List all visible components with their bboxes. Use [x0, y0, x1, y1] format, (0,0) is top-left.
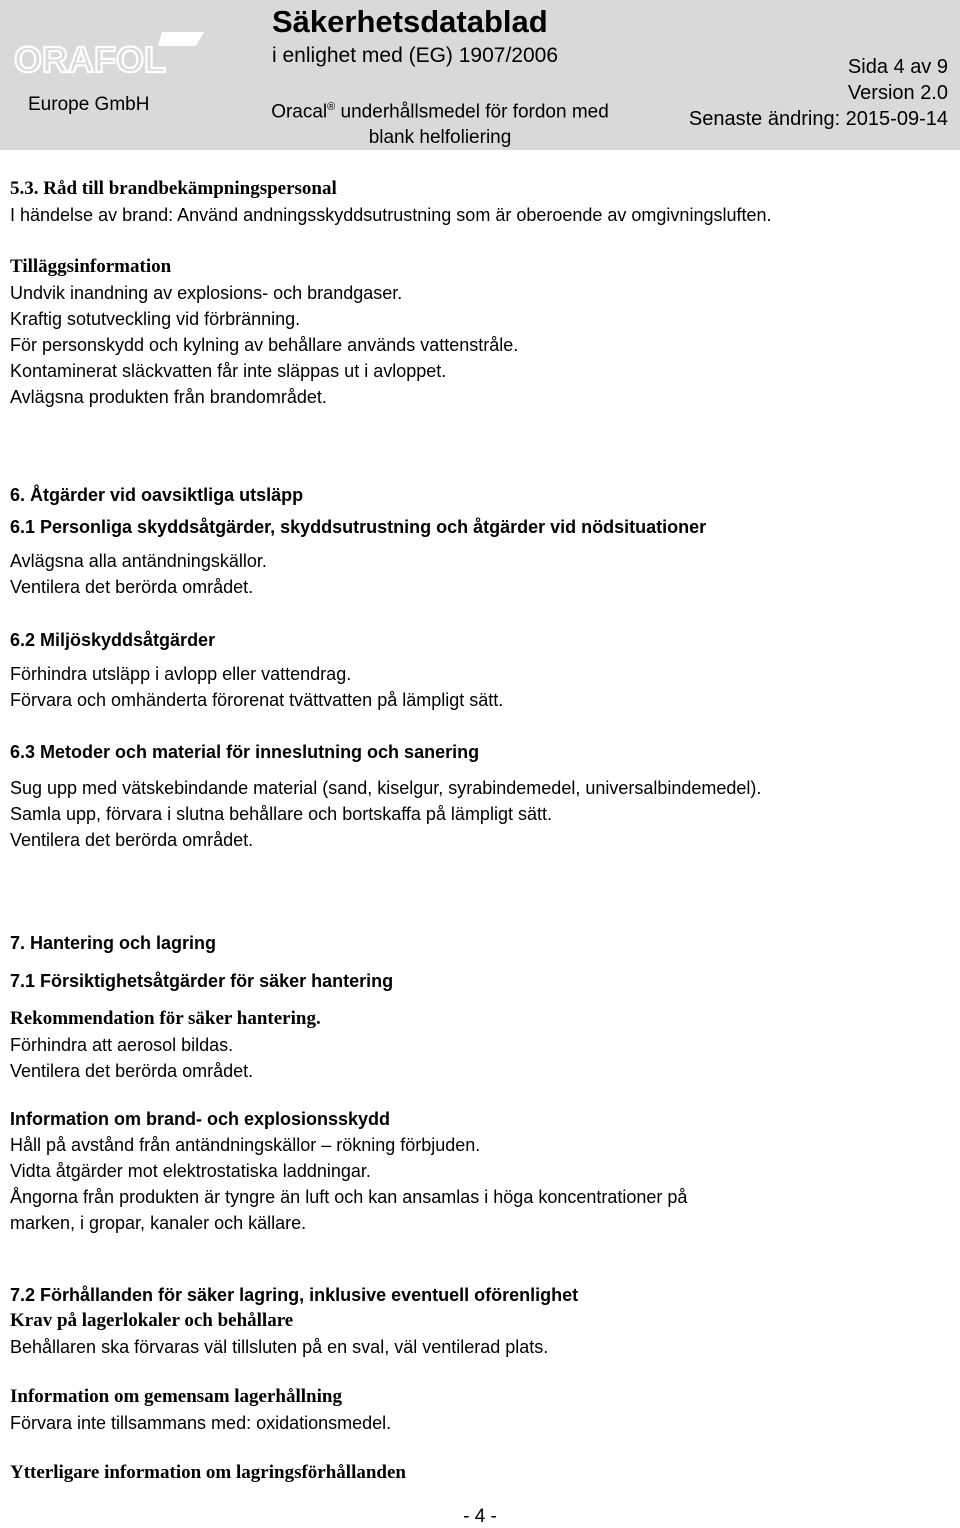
text-line: Förhindra utsläpp i avlopp eller vattendrag.: [10, 664, 352, 684]
section-heading: Rekommendation för säker hantering.: [10, 1008, 321, 1029]
version-label: Version 2.0: [847, 82, 948, 104]
section-heading: Information om brand- och explosionsskydd: [10, 1109, 391, 1129]
section-heading: 6.3 Metoder och material för inneslutning och sanering: [10, 742, 480, 762]
revision-date: Senaste ändring: 2015-09-14: [688, 108, 948, 130]
registered-icon: ®: [327, 101, 336, 113]
section-5-3-additional: [10, 254, 518, 410]
document-regulation: i enlighet med (EG) 1907/2006: [272, 44, 559, 67]
section-6-1: [10, 514, 706, 600]
document-title: Säkerhetsdatablad: [272, 4, 548, 39]
product-name-rest: underhållsmedel för fordon med: [340, 101, 609, 123]
orafol-logo: [12, 26, 212, 86]
page-label: Sida 4 av 9: [847, 56, 948, 78]
text-line: Sug upp med vätskebindande material (sand, kiselgur, syrabindemedel, universalbindemedel).: [10, 778, 762, 798]
text-line: Avlägsna alla antändningskällor.: [10, 551, 267, 571]
section-heading: 6.2 Miljöskyddsåtgärder: [10, 630, 216, 650]
section-7-heading: 7. Hantering och lagring: [10, 933, 217, 953]
text-line: Kraftig sotutveckling vid förbränning.: [10, 309, 301, 329]
section-5-3: [10, 176, 772, 228]
orafol-logo-mark: [12, 26, 212, 86]
text-line: Ångorna från produkten är tyngre än luft och kan ansamlas i höga koncentrationer på: [10, 1187, 688, 1207]
company-subtitle: Europe GmbH: [28, 94, 150, 115]
section-heading: 6.1 Personliga skyddsåtgärder, skyddsutrustning och åtgärder vid nödsituationer: [10, 517, 707, 537]
section-7-2-requirements: [10, 1308, 548, 1360]
product-name: [240, 94, 640, 151]
text-line: Ventilera det berörda området.: [10, 1061, 254, 1081]
text-line: Avlägsna produkten från brandområdet.: [10, 387, 327, 407]
page-number: - 4 -: [463, 1506, 497, 1527]
section-heading: Tilläggsinformation: [10, 256, 172, 277]
text-line: Håll på avstånd från antändningskällor – rökning förbjuden.: [10, 1135, 481, 1155]
section-6-2: [10, 627, 503, 713]
section-6-heading: 6. Åtgärder vid oavsiktliga utsläpp: [10, 485, 304, 505]
section-7-1-fire-protection: [10, 1106, 687, 1236]
text-line: Förhindra att aerosol bildas.: [10, 1035, 234, 1055]
text-line: Förvara inte tillsammans med: oxidationsmedel.: [10, 1413, 392, 1433]
text-line: marken, i gropar, kanaler och källare.: [10, 1213, 307, 1233]
page-header: [0, 0, 960, 150]
text-line: Behållaren ska förvaras väl tillsluten på en sval, väl ventilerad plats.: [10, 1337, 549, 1357]
product-name-line2: blank helfoliering: [368, 127, 512, 149]
product-name-prefix: Oracal: [271, 101, 328, 123]
text-line: Undvik inandning av explosions- och brandgaser.: [10, 283, 403, 303]
text-line: Vidta åtgärder mot elektrostatiska laddningar.: [10, 1161, 371, 1181]
page-info: [689, 54, 948, 132]
section-7-2-more-info-heading: Ytterligare information om lagringsförhållanden: [10, 1462, 406, 1483]
section-heading: Information om gemensam lagerhållning: [10, 1386, 342, 1407]
text-line: Förvara och omhänderta förorenat tvättvatten på lämpligt sätt.: [10, 690, 504, 710]
logo-wordmark: ORAFOL: [14, 39, 166, 80]
section-heading: 5.3. Råd till brandbekämpningspersonal: [10, 178, 337, 199]
section-7-2-common-storage: [10, 1384, 391, 1436]
text-line: Kontaminerat släckvatten får inte släppas ut i avloppet.: [10, 361, 447, 381]
text-line: Ventilera det berörda området.: [10, 577, 254, 597]
text-line: För personskydd och kylning av behållare används vattenstråle.: [10, 335, 519, 355]
text-line: Samla upp, förvara i slutna behållare och bortskaffa på lämpligt sätt.: [10, 804, 552, 824]
text-line: I händelse av brand: Använd andningsskyddsutrustning som är oberoende av omgivningsluften.: [10, 205, 772, 225]
section-heading: Krav på lagerlokaler och behållare: [10, 1310, 294, 1331]
text-line: Ventilera det berörda området.: [10, 830, 254, 850]
section-7-2-heading: 7.2 Förhållanden för säker lagring, inklusive eventuell oförenlighet: [10, 1285, 579, 1305]
section-6-3: [10, 739, 761, 853]
section-7-1-recommendation: [10, 1006, 321, 1084]
section-7-1-heading: 7.1 Försiktighetsåtgärder för säker hantering: [10, 971, 394, 991]
